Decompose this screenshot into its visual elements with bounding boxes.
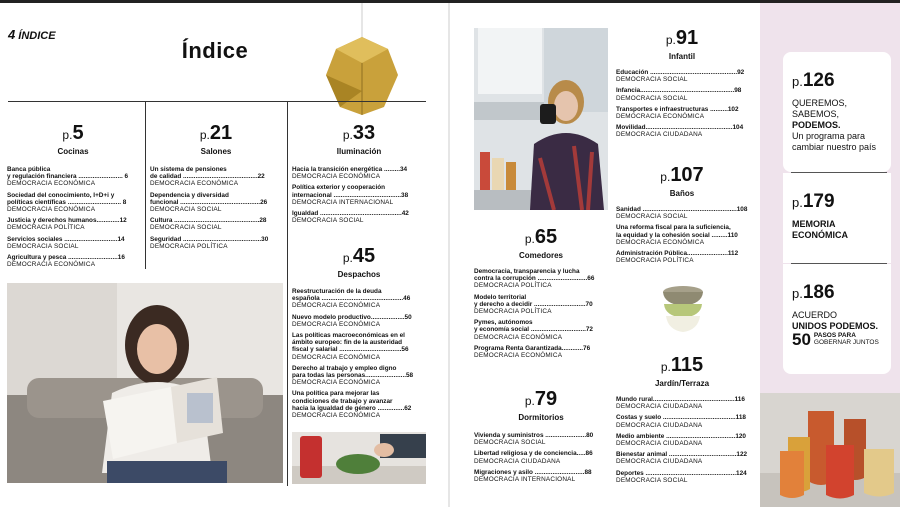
section-cocinas-header: p.5 Cocinas bbox=[8, 122, 138, 156]
toc-entry[interactable]: Bienestar animal ......................................122 DEMOCRACIA CIUDADANA bbox=[616, 451, 748, 466]
toc-entry[interactable]: Banca pública y regulación financiera ......................... 6 DEMOCRACIA ECONÓMICA bbox=[7, 166, 129, 188]
section-page-number: 91 bbox=[675, 27, 699, 49]
card-text: UNIDOS PODEMOS. bbox=[792, 321, 879, 331]
toc-entry[interactable]: Medio ambiente .......................................120 DEMOCRACIA CIUDADANA bbox=[616, 432, 746, 448]
bowls-image bbox=[660, 284, 706, 336]
section-page-number: 79 bbox=[534, 388, 558, 410]
section-name: Dormitorios bbox=[518, 413, 564, 422]
page-title: Índice bbox=[181, 38, 249, 63]
header-rule bbox=[8, 101, 426, 102]
section-name: Baños bbox=[669, 189, 695, 198]
section-name: Iluminación bbox=[336, 147, 382, 156]
section-dormitorios-entries bbox=[474, 432, 608, 487]
toc-entry[interactable]: Nuevo modelo productivo...................50 DEMOCRACIA ECONÓMICA bbox=[292, 313, 412, 328]
toc-entry[interactable]: Migraciones y asilo ............................88 DEMOCRACIA INTERNACIONAL bbox=[474, 468, 592, 484]
page-gutter bbox=[448, 3, 450, 507]
column-divider bbox=[287, 101, 288, 486]
section-name: Despachos bbox=[337, 270, 381, 279]
section-infantil-header: p.91 Infantil bbox=[616, 27, 748, 61]
section-infantil-entries bbox=[616, 69, 748, 143]
card-small-text: PASOS PARA bbox=[813, 332, 856, 339]
card-big-number: 50 bbox=[792, 329, 811, 349]
photo-woman-reading bbox=[7, 283, 283, 483]
toc-entry[interactable]: Un sistema de pensiones de calidad ..........................................22 DEMOCRACIA ECONÓMICA bbox=[150, 166, 265, 188]
toc-entry[interactable]: Sanidad .....................................................108 DEMOCRACIA SOCIAL bbox=[616, 206, 748, 221]
card-text: Un programa para bbox=[792, 131, 866, 141]
section-iluminacion-header: p.33 Iluminación bbox=[292, 122, 426, 156]
toc-entry[interactable]: Sociedad del conocimiento, I+D+i y políticas científicas .............................. 8 DEMOCRACIA ECONÓMICA bbox=[7, 191, 127, 214]
section-name: Infantil bbox=[668, 52, 696, 61]
photo-vases bbox=[760, 393, 900, 507]
column-divider bbox=[145, 101, 146, 269]
toc-entry[interactable]: Las políticas macroeconómicas en el ámbito europeo: fin de la austeridad fiscal y salarial ...................................56 DEMOCRACIA ECONÓMICA bbox=[292, 332, 409, 361]
section-despachos-header: p.45 Despachos bbox=[292, 245, 426, 279]
toc-entry[interactable]: Educación .................................................92 DEMOCRACIA SOCIAL bbox=[616, 69, 745, 84]
section-cocinas-entries bbox=[7, 166, 137, 272]
toc-entry[interactable]: Democracia, transparencia y lucha contra la corrupción ............................66 DEMOCRACIA POLÍTICA bbox=[474, 268, 595, 290]
section-page-number: 107 bbox=[670, 164, 704, 186]
card-acuerdo[interactable]: p.186 ACUERDO UNIDOS PODEMOS. 50 PASOS PARA GOBERNAR JUNTOS bbox=[783, 264, 891, 374]
left-page-label: ÍNDICE bbox=[18, 30, 56, 42]
toc-entry[interactable]: Transportes e infraestructuras ..........102 DEMOCRACIA ECONÓMICA bbox=[616, 105, 739, 121]
photo-kitchen-plant bbox=[292, 432, 426, 484]
card-text: ECONÓMICA bbox=[792, 230, 848, 240]
section-page-number: 33 bbox=[352, 122, 376, 144]
toc-entry[interactable]: Justicia y derechos humanos.............12 DEMOCRACIA POLÍTICA bbox=[7, 217, 127, 232]
toc-entry[interactable]: Una reforma fiscal para la suficiencia, la equidad y la cohesión social .........110 DEMOCRACIA ECONÓMICA bbox=[616, 224, 738, 246]
toc-entry[interactable]: Modelo territorial y derecho a decidir .............................70 DEMOCRACIA POLÍTICA bbox=[474, 293, 593, 316]
toc-entry[interactable]: Seguridad ............................................30 DEMOCRACIA POLÍTICA bbox=[150, 235, 269, 250]
toc-entry[interactable]: Reestructuración de la deuda española ..............................................46 DEMOCRACIA ECONÓMICA bbox=[292, 288, 411, 310]
card-text: SABEMOS, bbox=[792, 109, 840, 119]
toc-entry[interactable]: Vivienda y suministros .......................80 DEMOCRACIA SOCIAL bbox=[474, 432, 594, 447]
section-name: Cocinas bbox=[57, 147, 89, 156]
section-iluminacion-entries bbox=[292, 166, 426, 228]
section-salones-header: p.21 Salones bbox=[150, 122, 282, 156]
section-name: Salones bbox=[200, 147, 232, 156]
toc-entry[interactable]: Pymes, autónomos y economía social ...............................72 DEMOCRACIA ECONÓMICA bbox=[474, 319, 593, 341]
section-salones-entries bbox=[150, 166, 280, 254]
card-text: PODEMOS. bbox=[792, 120, 841, 130]
toc-entry[interactable]: Administración Pública.......................112 DEMOCRACIA POLÍTICA bbox=[616, 250, 739, 265]
section-page-number: 21 bbox=[209, 122, 233, 144]
section-page-number: 45 bbox=[352, 245, 376, 267]
card-small-text: GOBERNAR JUNTOS bbox=[813, 339, 879, 346]
toc-entry[interactable]: Política exterior y cooperación internacional ......................................38 DEMOCRACIA INTERNACIONAL bbox=[292, 184, 409, 206]
section-comedores-header: p.65 Comedores bbox=[474, 226, 608, 260]
section-despachos-entries bbox=[292, 288, 426, 423]
section-page-number: 65 bbox=[534, 226, 558, 248]
section-name: Jardín/Terraza bbox=[654, 379, 710, 388]
card-memoria[interactable]: p.179 MEMORIA ECONÓMICA bbox=[783, 173, 891, 263]
section-page-number: 5 bbox=[72, 122, 84, 144]
section-banos-header: p.107 Baños bbox=[616, 164, 748, 198]
toc-entry[interactable]: Igualdad ..............................................42 DEMOCRACIA SOCIAL bbox=[292, 210, 409, 225]
section-jardin-header: p.115 Jardín/Terraza bbox=[616, 354, 748, 388]
toc-entry[interactable]: Agricultura y pesca ............................16 DEMOCRACIA ECONÓMICA bbox=[7, 254, 125, 269]
section-comedores-entries bbox=[474, 268, 608, 363]
card-text: QUEREMOS, bbox=[792, 98, 848, 108]
toc-entry[interactable]: Cultura ................................................28 DEMOCRACIA SOCIAL bbox=[150, 217, 267, 232]
card-text: ACUERDO bbox=[792, 310, 838, 320]
toc-entry[interactable]: Hacia la transición energética .........34 DEMOCRACIA ECONÓMICA bbox=[292, 166, 408, 181]
toc-entry[interactable]: Mundo rural..............................................116 DEMOCRACIA CIUDADANA bbox=[616, 396, 745, 411]
section-jardin-entries bbox=[616, 396, 748, 488]
card-page-number: 126 bbox=[802, 70, 835, 91]
toc-entry[interactable]: Programa Renta Garantizada............76 DEMOCRACIA ECONÓMICA bbox=[474, 344, 591, 360]
section-page-number: 115 bbox=[670, 354, 704, 376]
toc-entry[interactable]: Infancia.....................................................98 DEMOCRACIA SOCIAL bbox=[616, 87, 742, 102]
card-text: MEMORIA bbox=[792, 219, 836, 229]
toc-entry[interactable]: Dependencia y diversidad funcional .............................................26 DEMOCRACIA SOCIAL bbox=[150, 191, 268, 214]
toc-entry[interactable]: Una política para mejorar las condiciones de trabajo y avanzar hacia la igualdad de género ...............62 DEMOCRACIA ECONÓMICA bbox=[292, 390, 412, 420]
card-text: cambiar nuestro país bbox=[792, 142, 877, 152]
section-dormitorios-header: p.79 Dormitorios bbox=[474, 388, 608, 422]
card-page-number: 179 bbox=[802, 191, 835, 212]
toc-entry[interactable]: Libertad religiosa y de conciencia.....86 DEMOCRACIA CIUDADANA bbox=[474, 450, 593, 465]
lamp-image bbox=[322, 3, 402, 115]
photo-man-drinking bbox=[474, 28, 608, 210]
toc-entry[interactable]: Deportes ...................................................124 DEMOCRACIA SOCIAL bbox=[616, 469, 747, 484]
section-banos-entries bbox=[616, 206, 748, 268]
toc-entry[interactable]: Movilidad.................................................104 DEMOCRACIA CIUDADANA bbox=[616, 124, 744, 139]
toc-entry[interactable]: Servicios sociales ..............................14 DEMOCRACIA SOCIAL bbox=[7, 235, 125, 250]
card-page-number: 186 bbox=[802, 282, 835, 303]
section-name: Comedores bbox=[518, 251, 563, 260]
toc-entry[interactable]: Costas y suelo .........................................118 DEMOCRACIA CIUDADANA bbox=[616, 414, 746, 429]
toc-entry[interactable]: Derecho al trabajo y empleo digno para todas las personas.......................58 DEMOCRACIA ECONÓMICA bbox=[292, 364, 414, 387]
card-programa[interactable]: p.126 QUEREMOS, SABEMOS, PODEMOS. Un programa para cambiar nuestro país bbox=[783, 52, 891, 172]
left-page-number: 4 bbox=[8, 27, 16, 42]
